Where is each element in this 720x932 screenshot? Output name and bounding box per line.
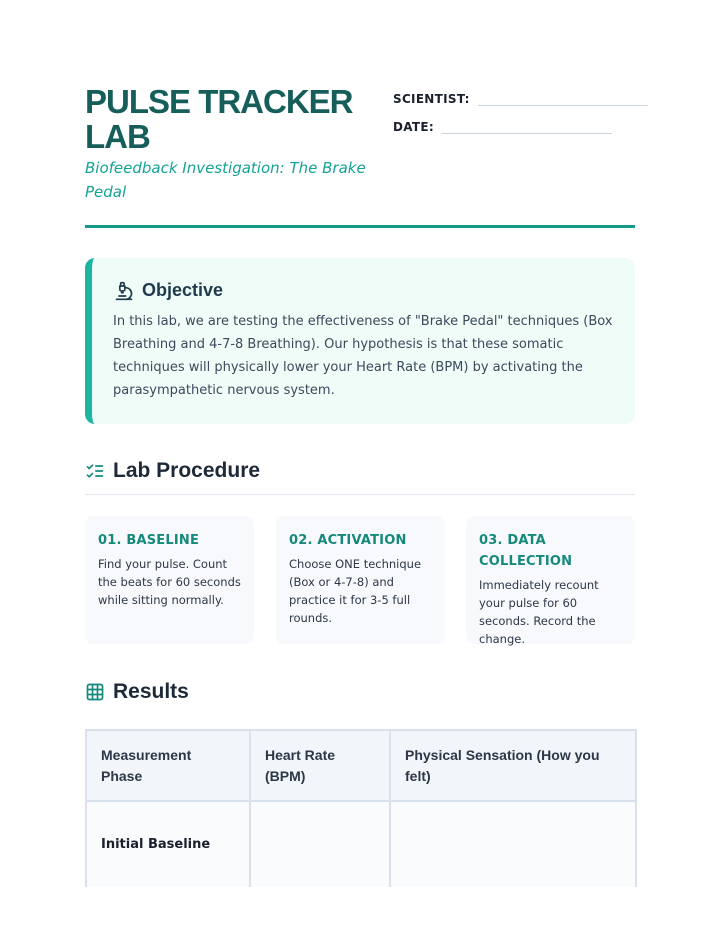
bpm-cell[interactable] (250, 801, 390, 887)
scientist-field[interactable] (478, 104, 648, 106)
page-title: PULSE TRACKER LAB (85, 83, 353, 155)
procedure-title: Lab Procedure (113, 459, 261, 482)
procedure-card-activation (276, 516, 445, 644)
date-field[interactable] (442, 132, 612, 134)
procedure-header (85, 459, 260, 483)
column-header-bpm: Heart Rate (BPM) (250, 730, 390, 801)
card-text: Find your pulse. Count the beats for 60 seconds while sitting normally. (98, 557, 241, 607)
header (85, 84, 635, 214)
results-table (85, 729, 637, 887)
phase-cell: Initial Baseline (86, 801, 250, 887)
column-header-phase: Measurement Phase (86, 730, 250, 801)
card-title: 01. BASELINE (98, 533, 200, 548)
card-text: Choose ONE technique (Box or 4-7-8) and practice it for 3-5 full rounds. (289, 557, 422, 625)
procedure-card-baseline (85, 516, 254, 644)
results-title: Results (113, 680, 189, 703)
scientist-row (393, 84, 635, 106)
objective-header (114, 280, 223, 301)
scientist-label: SCIENTIST: (393, 92, 470, 106)
date-label: DATE: (393, 120, 434, 134)
sensation-cell[interactable] (390, 801, 636, 887)
meta-fields (393, 84, 635, 140)
objective-box (85, 258, 635, 424)
objective-title: Objective (142, 280, 224, 300)
results-header (85, 680, 189, 704)
procedure-divider (85, 494, 635, 495)
card-text: Immediately recount your pulse for 60 seconds. Record the change. (479, 578, 599, 646)
page-subtitle: Biofeedback Investigation: The Brake Pedal (85, 159, 366, 201)
checklist-icon (85, 461, 105, 481)
date-row (393, 112, 635, 134)
table-header-row (86, 730, 636, 801)
header-divider (85, 225, 635, 228)
table-icon (85, 682, 105, 702)
card-title: 03. DATA COLLECTION (479, 533, 573, 569)
microscope-icon (114, 281, 134, 301)
objective-text: In this lab, we are testing the effectiveness of "Brake Pedal" techniques (Box Breathing and 4-7-8 Breathing). Our hypothesis is that these somatic techniques will physically lower your Heart Rate (BPM) by activating the parasympathetic nervous system. (113, 314, 613, 398)
column-header-sensation: Physical Sensation (How you felt) (390, 730, 636, 801)
card-title: 02. ACTIVATION (289, 533, 407, 548)
procedure-card-data-collection (466, 516, 635, 644)
table-row (86, 801, 636, 887)
